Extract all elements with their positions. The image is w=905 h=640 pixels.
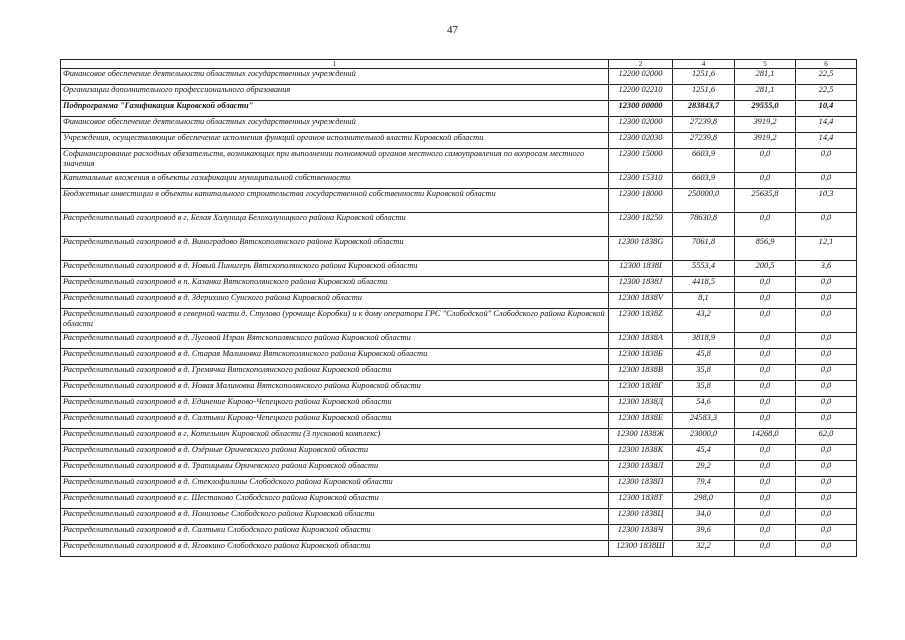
row-percent-cell: 0,0: [796, 333, 857, 349]
header-col-plan: 4: [673, 60, 735, 69]
row-plan-cell: 39,6: [673, 525, 735, 541]
row-name-cell: Распределительный газопровод в с. Шестаково Слободского района Кировской области: [61, 493, 609, 509]
header-col-code: 2: [609, 60, 673, 69]
row-name-cell: Распределительный газопровод в д. Единение Кирово-Чепецкого района Кировской области: [61, 397, 609, 413]
row-code-cell: 12300 00000: [609, 101, 673, 117]
table-row: [61, 397, 857, 413]
row-percent-cell: 0,0: [796, 541, 857, 557]
row-plan-cell: 1251,6: [673, 69, 735, 85]
row-name-cell: Капитальные вложения в объекты газификации муниципальной собственности: [61, 173, 609, 189]
header-col-fact: 5: [735, 60, 796, 69]
row-plan-cell: 35,8: [673, 381, 735, 397]
row-plan-cell: 8,1: [673, 293, 735, 309]
row-name-cell: Распределительный газопровод в г. Белая Холуница Белохолуницкого района Кировской области: [61, 213, 609, 237]
row-plan-cell: 27239,8: [673, 117, 735, 133]
row-fact-cell: 0,0: [735, 541, 796, 557]
header-row: [61, 60, 857, 69]
row-code-cell: 12300 15310: [609, 173, 673, 189]
row-percent-cell: 14,4: [796, 133, 857, 149]
row-plan-cell: 27239,8: [673, 133, 735, 149]
row-code-cell: 12300 1838Z: [609, 309, 673, 333]
row-name-cell: Распределительный газопровод в д. Салтыки Слободского района Кировской области: [61, 525, 609, 541]
row-name-cell: Распределительный газопровод в д. Старая Малиновка Вятскополянского района Кировской области: [61, 349, 609, 365]
table-row: [61, 493, 857, 509]
row-percent-cell: 0,0: [796, 365, 857, 381]
row-code-cell: 12300 1838Б: [609, 349, 673, 365]
table-row: [61, 133, 857, 149]
row-name-cell: Распределительный газопровод в д. Салтыки Кирово-Чепецкого района Кировской области: [61, 413, 609, 429]
row-name-cell: Распределительный газопровод в д. Озёрные Оричевского района Кировской области: [61, 445, 609, 461]
row-fact-cell: 29555,0: [735, 101, 796, 117]
table-row: [61, 509, 857, 525]
table-row: [61, 149, 857, 173]
row-fact-cell: 0,0: [735, 213, 796, 237]
row-code-cell: 12300 1838П: [609, 477, 673, 493]
table-row: [61, 445, 857, 461]
row-fact-cell: 0,0: [735, 445, 796, 461]
row-percent-cell: 12,1: [796, 237, 857, 261]
row-code-cell: 12300 1838Ж: [609, 429, 673, 445]
row-percent-cell: 0,0: [796, 293, 857, 309]
table-row: [61, 309, 857, 333]
row-percent-cell: 10,4: [796, 101, 857, 117]
table-row: [61, 461, 857, 477]
budget-table: [60, 59, 857, 557]
row-percent-cell: 0,0: [796, 213, 857, 237]
row-fact-cell: 25635,8: [735, 189, 796, 213]
row-code-cell: 12300 1838А: [609, 333, 673, 349]
row-name-cell: Финансовое обеспечение деятельности областных государственных учреждений: [61, 69, 609, 85]
row-fact-cell: 0,0: [735, 461, 796, 477]
row-fact-cell: 0,0: [735, 397, 796, 413]
table-row: [61, 213, 857, 237]
row-name-cell: Софинансирование расходных обязательств, возникающих при выполнении полномочий органов местного самоуправления по вопросам местного значения: [61, 149, 609, 173]
row-fact-cell: 0,0: [735, 493, 796, 509]
row-percent-cell: 22,5: [796, 69, 857, 85]
row-percent-cell: 22,5: [796, 85, 857, 101]
row-percent-cell: 0,0: [796, 173, 857, 189]
row-percent-cell: 0,0: [796, 509, 857, 525]
row-fact-cell: 0,0: [735, 309, 796, 333]
row-plan-cell: 250000,0: [673, 189, 735, 213]
row-name-cell: Распределительный газопровод в северной части д. Стулово (урочище Коробки) и к дому оператора ГРС "Слободской" Слободского района Кировской области: [61, 309, 609, 333]
row-name-cell: Распределительный газопровод в д. Новый Пинигерь Вятскополянского района Кировской области: [61, 261, 609, 277]
row-fact-cell: 0,0: [735, 149, 796, 173]
row-name-cell: Распределительный газопровод в д. Здерихино Сунского района Кировской области: [61, 293, 609, 309]
row-plan-cell: 54,6: [673, 397, 735, 413]
row-code-cell: 12300 1838Г: [609, 381, 673, 397]
table-row: [61, 277, 857, 293]
row-fact-cell: 0,0: [735, 525, 796, 541]
row-fact-cell: 0,0: [735, 365, 796, 381]
row-plan-cell: 283843,7: [673, 101, 735, 117]
row-fact-cell: 0,0: [735, 413, 796, 429]
row-fact-cell: 281,1: [735, 69, 796, 85]
row-fact-cell: 0,0: [735, 173, 796, 189]
row-code-cell: 12300 18000: [609, 189, 673, 213]
row-code-cell: 12300 1838Т: [609, 493, 673, 509]
row-percent-cell: 0,0: [796, 397, 857, 413]
row-fact-cell: 0,0: [735, 277, 796, 293]
row-plan-cell: 1251,6: [673, 85, 735, 101]
row-plan-cell: 32,2: [673, 541, 735, 557]
row-name-cell: Бюджетные инвестиции в объекты капитального строительства государственной собственности Кировской области: [61, 189, 609, 213]
row-name-cell: Распределительный газопровод в д. Стеклофилины Слободского района Кировской области: [61, 477, 609, 493]
row-percent-cell: 14,4: [796, 117, 857, 133]
row-code-cell: 12300 1838G: [609, 237, 673, 261]
row-name-cell: Распределительный газопровод в г. Котельнич Кировской области (3 пусковой комплекс): [61, 429, 609, 445]
row-percent-cell: 0,0: [796, 445, 857, 461]
table-row: [61, 173, 857, 189]
header-col-name: 1: [61, 60, 609, 69]
row-fact-cell: 0,0: [735, 293, 796, 309]
row-plan-cell: 45,8: [673, 349, 735, 365]
table-row: [61, 381, 857, 397]
row-plan-cell: 43,2: [673, 309, 735, 333]
table-row: [61, 349, 857, 365]
row-code-cell: 12300 02030: [609, 133, 673, 149]
row-code-cell: 12200 02210: [609, 85, 673, 101]
table-row: [61, 525, 857, 541]
row-percent-cell: 10,3: [796, 189, 857, 213]
row-plan-cell: 7061,8: [673, 237, 735, 261]
row-percent-cell: 0,0: [796, 277, 857, 293]
table-row: [61, 237, 857, 261]
row-fact-cell: 14268,0: [735, 429, 796, 445]
table-row: [61, 189, 857, 213]
row-plan-cell: 29,2: [673, 461, 735, 477]
row-percent-cell: 0,0: [796, 381, 857, 397]
table-row: [61, 413, 857, 429]
row-fact-cell: 281,1: [735, 85, 796, 101]
row-code-cell: 12300 1838В: [609, 365, 673, 381]
row-fact-cell: 856,9: [735, 237, 796, 261]
row-plan-cell: 23000,0: [673, 429, 735, 445]
row-code-cell: 12300 1838Д: [609, 397, 673, 413]
row-percent-cell: 0,0: [796, 309, 857, 333]
table-row: [61, 429, 857, 445]
table-row: [61, 541, 857, 557]
row-name-cell: Финансовое обеспечение деятельности областных государственных учреждений: [61, 117, 609, 133]
row-fact-cell: 0,0: [735, 477, 796, 493]
row-percent-cell: 0,0: [796, 413, 857, 429]
row-name-cell: Организации дополнительного профессионального образования: [61, 85, 609, 101]
row-name-cell: Распределительный газопровод в д. Луговой Изран Вятскополянского района Кировской области: [61, 333, 609, 349]
row-percent-cell: 0,0: [796, 477, 857, 493]
row-code-cell: 12300 18250: [609, 213, 673, 237]
row-code-cell: 12300 1838Ш: [609, 541, 673, 557]
row-name-cell: Распределительный газопровод в д. Понизовье Слободского района Кировской области: [61, 509, 609, 525]
row-name-cell: Распределительный газопровод в д. Трапицыны Оричевского района Кировской области: [61, 461, 609, 477]
table-row: [61, 101, 857, 117]
row-fact-cell: 0,0: [735, 381, 796, 397]
row-code-cell: 12300 1838Ц: [609, 509, 673, 525]
row-fact-cell: 200,5: [735, 261, 796, 277]
row-plan-cell: 78630,8: [673, 213, 735, 237]
row-code-cell: 12300 1838J: [609, 277, 673, 293]
row-name-cell: Распределительный газопровод в д. Новая Малиновка Вятскополянского района Кировской области: [61, 381, 609, 397]
row-name-cell: Распределительный газопровод в п. Казанка Вятскополянского района Кировской области: [61, 277, 609, 293]
row-code-cell: 12300 1838Л: [609, 461, 673, 477]
row-plan-cell: 45,4: [673, 445, 735, 461]
row-code-cell: 12300 15000: [609, 149, 673, 173]
row-plan-cell: 79,4: [673, 477, 735, 493]
row-code-cell: 12300 1838I: [609, 261, 673, 277]
row-plan-cell: 6603,9: [673, 149, 735, 173]
row-code-cell: 12300 02000: [609, 117, 673, 133]
row-plan-cell: 24583,3: [673, 413, 735, 429]
row-percent-cell: 3,6: [796, 261, 857, 277]
row-plan-cell: 34,0: [673, 509, 735, 525]
table-row: [61, 293, 857, 309]
row-code-cell: 12300 1838Е: [609, 413, 673, 429]
row-fact-cell: 3919,2: [735, 133, 796, 149]
row-plan-cell: 5553,4: [673, 261, 735, 277]
row-percent-cell: 0,0: [796, 349, 857, 365]
row-percent-cell: 0,0: [796, 461, 857, 477]
table-row: [61, 69, 857, 85]
header-col-percent: 6: [796, 60, 857, 69]
table-row: [61, 477, 857, 493]
row-plan-cell: 35,8: [673, 365, 735, 381]
table-row: [61, 333, 857, 349]
row-name-cell: Распределительный газопровод в д. Виноградово Вятскополянского района Кировской области: [61, 237, 609, 261]
row-fact-cell: 0,0: [735, 349, 796, 365]
row-name-cell: Распределительный газопровод в д. Гремячка Вятскополянского района Кировской области: [61, 365, 609, 381]
row-name-cell: Распределительный газопровод в д. Яговкино Слободского района Кировской области: [61, 541, 609, 557]
table-row: [61, 365, 857, 381]
table-row: [61, 85, 857, 101]
row-fact-cell: 0,0: [735, 333, 796, 349]
row-percent-cell: 0,0: [796, 525, 857, 541]
row-code-cell: 12300 1838Ч: [609, 525, 673, 541]
row-code-cell: 12300 1838К: [609, 445, 673, 461]
row-plan-cell: 3818,9: [673, 333, 735, 349]
row-name-cell: Подпрограмма "Газификация Кировской области": [61, 101, 609, 117]
row-code-cell: 12300 1838V: [609, 293, 673, 309]
row-fact-cell: 3919,2: [735, 117, 796, 133]
row-fact-cell: 0,0: [735, 509, 796, 525]
page-number: 47: [447, 24, 458, 36]
table-row: [61, 117, 857, 133]
row-plan-cell: 298,0: [673, 493, 735, 509]
row-percent-cell: 0,0: [796, 493, 857, 509]
row-plan-cell: 6603,9: [673, 173, 735, 189]
table-row: [61, 261, 857, 277]
row-code-cell: 12200 02000: [609, 69, 673, 85]
row-plan-cell: 4418,5: [673, 277, 735, 293]
row-percent-cell: 62,0: [796, 429, 857, 445]
row-name-cell: Учреждения, осуществляющие обеспечение исполнения функций органов исполнительной власти Кировской области: [61, 133, 609, 149]
row-percent-cell: 0,0: [796, 149, 857, 173]
